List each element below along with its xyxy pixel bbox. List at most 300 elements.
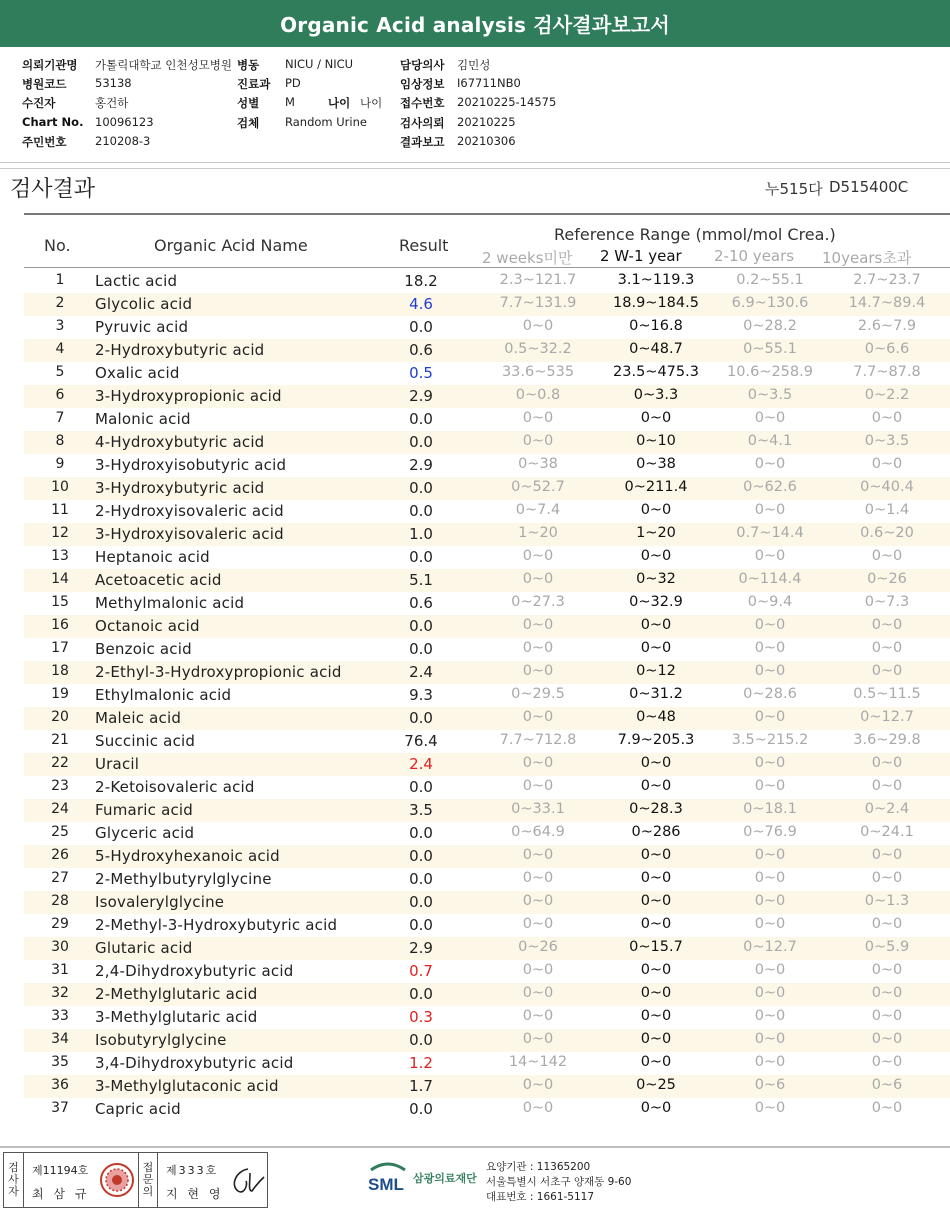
row-acid-name: Isovalerylglycine xyxy=(95,893,225,911)
clinical-info-value: I67711NB0 xyxy=(457,76,521,90)
row-ref-over-10y: 0~3.5 xyxy=(864,433,910,449)
resident-no-label: 주민번호 xyxy=(22,135,67,149)
table-row xyxy=(24,408,950,431)
header-age-1: 2 weeks미만 xyxy=(482,249,573,267)
row-acid-name: 2-Hydroxybutyric acid xyxy=(95,341,265,359)
report-date-value: 20210306 xyxy=(457,134,516,148)
table-row xyxy=(24,270,950,293)
ward-value: NICU / NICU xyxy=(285,57,354,71)
chart-no-value: 10096123 xyxy=(95,115,154,129)
row-ref-2w-1y: 0~15.7 xyxy=(629,939,683,955)
table-row xyxy=(24,730,950,753)
row-ref-2-10y: 0~0 xyxy=(754,755,786,771)
doctor-label: 담당의사 xyxy=(400,58,445,72)
org-details xyxy=(486,1160,631,1205)
row-ref-over-10y: 0~0 xyxy=(871,1100,903,1116)
row-acid-name: 2,4-Dihydroxybutyric acid xyxy=(95,962,294,980)
header-no: No. xyxy=(44,236,71,255)
row-acid-name: Glyceric acid xyxy=(95,824,195,842)
row-ref-2-10y: 0~0 xyxy=(754,663,786,679)
row-ref-over-10y: 0~0 xyxy=(871,410,903,426)
row-ref-2w-1y: 0~286 xyxy=(631,824,681,840)
ward-label: 병동 xyxy=(237,58,260,72)
row-number: 34 xyxy=(51,1031,69,1047)
table-row xyxy=(24,592,950,615)
logo-text: SML xyxy=(368,1175,404,1194)
age-value: 나이 xyxy=(360,96,383,110)
row-acid-name: Glycolic acid xyxy=(95,295,193,313)
result-code-1: 누515다 xyxy=(765,180,823,198)
row-ref-over-10y: 0~6 xyxy=(871,1077,903,1093)
row-ref-over-10y: 0~7.3 xyxy=(864,594,910,610)
hospital-code-label: 병원코드 xyxy=(22,77,67,91)
table-row xyxy=(24,684,950,707)
row-acid-name: Glutaric acid xyxy=(95,939,193,957)
row-number: 24 xyxy=(51,801,69,817)
row-ref-2w-1y: 0~28.3 xyxy=(629,801,683,817)
row-number: 19 xyxy=(51,686,69,702)
row-ref-2w-1y: 0~0 xyxy=(640,985,672,1001)
row-number: 31 xyxy=(51,962,69,978)
signature-icon xyxy=(226,1163,268,1199)
row-ref-under-2-weeks: 0~0 xyxy=(522,548,554,564)
row-ref-under-2-weeks: 0~0 xyxy=(522,1008,554,1024)
row-number: 2 xyxy=(55,295,65,311)
table-row xyxy=(24,569,950,592)
row-number: 7 xyxy=(55,410,65,426)
table-row xyxy=(24,477,950,500)
row-ref-2-10y: 0~0 xyxy=(754,870,786,886)
row-ref-under-2-weeks: 0~0 xyxy=(522,571,554,587)
row-ref-over-10y: 0~12.7 xyxy=(860,709,914,725)
row-ref-2w-1y: 0~0 xyxy=(640,893,672,909)
row-ref-2-10y: 0~12.7 xyxy=(743,939,797,955)
row-ref-2w-1y: 0~0 xyxy=(640,1008,672,1024)
row-ref-under-2-weeks: 0~52.7 xyxy=(511,479,565,495)
row-number: 22 xyxy=(51,755,69,771)
info-divider-2 xyxy=(0,168,950,169)
row-ref-over-10y: 14.7~89.4 xyxy=(848,295,926,311)
receipt-no-label: 접수번호 xyxy=(400,96,445,110)
row-acid-name: 5-Hydroxyhexanoic acid xyxy=(95,847,280,865)
row-number: 9 xyxy=(55,456,65,472)
table-row xyxy=(24,891,950,914)
row-ref-2w-1y: 0~48 xyxy=(636,709,676,725)
row-ref-2w-1y: 0~0 xyxy=(640,778,672,794)
row-acid-name: Fumaric acid xyxy=(95,801,193,819)
row-acid-name: Succinic acid xyxy=(95,732,196,750)
row-ref-2w-1y: 0~0 xyxy=(640,755,672,771)
row-ref-2w-1y: 0~16.8 xyxy=(629,318,683,334)
row-number: 27 xyxy=(51,870,69,886)
row-number: 20 xyxy=(51,709,69,725)
row-ref-over-10y: 7.7~87.8 xyxy=(853,364,921,380)
row-ref-2w-1y: 0~31.2 xyxy=(629,686,683,702)
table-row xyxy=(24,1075,950,1098)
inspector-label-text: 검 사 자 xyxy=(8,1161,19,1198)
row-ref-under-2-weeks: 0~29.5 xyxy=(511,686,565,702)
row-ref-2w-1y: 0~0 xyxy=(640,1100,672,1116)
row-result: 0.0 xyxy=(409,824,433,842)
row-ref-2w-1y: 0~38 xyxy=(636,456,676,472)
request-date-label: 검사의뢰 xyxy=(400,116,445,130)
sex-label: 성별 xyxy=(237,96,260,110)
row-ref-2-10y: 0~76.9 xyxy=(743,824,797,840)
row-ref-2w-1y: 0~211.4 xyxy=(624,479,688,495)
row-number: 21 xyxy=(51,732,69,748)
row-ref-over-10y: 0~0 xyxy=(871,870,903,886)
header-reference: Reference Range (mmol/mol Crea.) xyxy=(554,225,836,244)
row-acid-name: Methylmalonic acid xyxy=(95,594,245,612)
table-row xyxy=(24,776,950,799)
row-number: 17 xyxy=(51,640,69,656)
row-ref-under-2-weeks: 0~0 xyxy=(522,410,554,426)
row-ref-under-2-weeks: 0~27.3 xyxy=(511,594,565,610)
row-ref-2-10y: 0~114.4 xyxy=(738,571,802,587)
row-acid-name: Benzoic acid xyxy=(95,640,192,658)
row-ref-2w-1y: 23.5~475.3 xyxy=(613,364,699,380)
row-ref-over-10y: 0~0 xyxy=(871,456,903,472)
row-ref-2-10y: 0~0 xyxy=(754,456,786,472)
row-ref-over-10y: 0~0 xyxy=(871,548,903,564)
row-result: 0.0 xyxy=(409,847,433,865)
specimen-value: Random Urine xyxy=(285,115,367,129)
row-number: 12 xyxy=(51,525,69,541)
row-result: 5.1 xyxy=(409,571,433,589)
row-ref-2-10y: 0~62.6 xyxy=(743,479,797,495)
row-ref-2w-1y: 1~20 xyxy=(636,525,676,541)
row-ref-over-10y: 0~0 xyxy=(871,755,903,771)
row-ref-2-10y: 0~0 xyxy=(754,847,786,863)
table-row xyxy=(24,638,950,661)
row-ref-2-10y: 0~0 xyxy=(754,985,786,1001)
row-number: 4 xyxy=(55,341,65,357)
row-ref-2-10y: 0~0 xyxy=(754,502,786,518)
row-ref-under-2-weeks: 0~0 xyxy=(522,893,554,909)
results-table xyxy=(24,270,950,1121)
row-result: 2.9 xyxy=(409,939,433,957)
header-age-4: 10years초과 xyxy=(822,249,912,267)
row-acid-name: Isobutyrylglycine xyxy=(95,1031,227,1049)
collector-value: 홍건하 xyxy=(95,96,129,110)
request-date-value: 20210225 xyxy=(457,115,516,129)
table-row xyxy=(24,661,950,684)
org-code: 요양기관 : 11365200 xyxy=(486,1161,591,1173)
row-ref-under-2-weeks: 1~20 xyxy=(518,525,558,541)
row-acid-name: 2-Methylbutyrylglycine xyxy=(95,870,272,888)
row-ref-over-10y: 0~0 xyxy=(871,663,903,679)
header-age-2: 2 W-1 year xyxy=(600,247,682,265)
row-ref-2w-1y: 0~32 xyxy=(636,571,676,587)
row-ref-over-10y: 0~0 xyxy=(871,1008,903,1024)
row-number: 25 xyxy=(51,824,69,840)
row-ref-2w-1y: 0~3.3 xyxy=(633,387,679,403)
row-ref-under-2-weeks: 0~0 xyxy=(522,778,554,794)
row-result: 0.5 xyxy=(409,364,433,382)
clinical-info-label: 임상정보 xyxy=(400,77,445,91)
row-ref-under-2-weeks: 0~0 xyxy=(522,962,554,978)
header-name: Organic Acid Name xyxy=(154,236,308,255)
row-ref-under-2-weeks: 0~33.1 xyxy=(511,801,565,817)
row-number: 32 xyxy=(51,985,69,1001)
row-ref-2-10y: 0~6 xyxy=(754,1077,786,1093)
seal-stamp-icon xyxy=(98,1160,136,1200)
header-result: Result xyxy=(399,236,449,255)
row-result: 0.0 xyxy=(409,1100,433,1118)
row-result: 4.6 xyxy=(409,295,433,313)
row-ref-over-10y: 3.6~29.8 xyxy=(853,732,921,748)
row-result: 0.0 xyxy=(409,433,433,451)
row-acid-name: 2-Ethyl-3-Hydroxypropionic acid xyxy=(95,663,342,681)
row-number: 8 xyxy=(55,433,65,449)
row-result: 0.6 xyxy=(409,594,433,612)
report-title: Organic Acid analysis 검사결과보고서 xyxy=(0,0,950,47)
row-ref-2-10y: 0~0 xyxy=(754,1100,786,1116)
table-row xyxy=(24,293,950,316)
row-acid-name: 3-Methylglutaconic acid xyxy=(95,1077,279,1095)
row-ref-2w-1y: 0~32.9 xyxy=(629,594,683,610)
row-number: 5 xyxy=(55,364,65,380)
institution-value: 가톨릭대학교 인천성모병원 xyxy=(95,58,232,72)
result-code-2: D515400C xyxy=(829,178,909,196)
row-result: 1.0 xyxy=(409,525,433,543)
row-ref-over-10y: 0.6~20 xyxy=(860,525,914,541)
row-ref-under-2-weeks: 0~0 xyxy=(522,985,554,1001)
row-ref-2w-1y: 0~0 xyxy=(640,548,672,564)
row-result: 2.4 xyxy=(409,663,433,681)
row-number: 3 xyxy=(55,318,65,334)
row-ref-2w-1y: 0~0 xyxy=(640,410,672,426)
hospital-code-value: 53138 xyxy=(95,76,132,90)
row-ref-under-2-weeks: 0~0 xyxy=(522,433,554,449)
org-address: 서울특별시 서초구 양재동 9-60 xyxy=(486,1176,632,1188)
row-ref-over-10y: 0~40.4 xyxy=(860,479,914,495)
row-acid-name: Acetoacetic acid xyxy=(95,571,222,589)
resident-no-value: 210208-3 xyxy=(95,134,151,148)
row-number: 1 xyxy=(55,272,65,288)
row-ref-2-10y: 0.7~14.4 xyxy=(736,525,804,541)
row-result: 0.0 xyxy=(409,548,433,566)
row-result: 2.9 xyxy=(409,456,433,474)
row-ref-2w-1y: 0~0 xyxy=(640,916,672,932)
row-ref-2-10y: 3.5~215.2 xyxy=(731,732,809,748)
row-result: 0.0 xyxy=(409,709,433,727)
row-number: 29 xyxy=(51,916,69,932)
row-ref-over-10y: 0~6.6 xyxy=(864,341,910,357)
table-row xyxy=(24,845,950,868)
row-ref-2-10y: 0.2~55.1 xyxy=(736,272,804,288)
approver-name: 지 현 영 xyxy=(166,1187,224,1201)
row-ref-2-10y: 0~4.1 xyxy=(747,433,793,449)
row-acid-name: Pyruvic acid xyxy=(95,318,189,336)
report-date-label: 결과보고 xyxy=(400,135,445,149)
row-ref-under-2-weeks: 0~0 xyxy=(522,709,554,725)
row-ref-under-2-weeks: 7.7~712.8 xyxy=(499,732,577,748)
table-row xyxy=(24,615,950,638)
table-row xyxy=(24,983,950,1006)
row-ref-2w-1y: 0~0 xyxy=(640,962,672,978)
row-ref-under-2-weeks: 0~0 xyxy=(522,663,554,679)
row-acid-name: Oxalic acid xyxy=(95,364,180,382)
row-ref-over-10y: 0~5.9 xyxy=(864,939,910,955)
row-result: 2.9 xyxy=(409,387,433,405)
row-ref-2-10y: 0~18.1 xyxy=(743,801,797,817)
row-ref-2-10y: 0~3.5 xyxy=(747,387,793,403)
row-ref-under-2-weeks: 0~0 xyxy=(522,1077,554,1093)
row-ref-under-2-weeks: 0~0 xyxy=(522,318,554,334)
row-ref-2w-1y: 0~0 xyxy=(640,1031,672,1047)
row-ref-under-2-weeks: 14~142 xyxy=(508,1054,568,1070)
table-row xyxy=(24,546,950,569)
row-ref-2-10y: 0~0 xyxy=(754,778,786,794)
inspector-name: 최 삼 규 xyxy=(32,1187,90,1201)
row-ref-2w-1y: 0~0 xyxy=(640,847,672,863)
row-ref-under-2-weeks: 0~0 xyxy=(522,916,554,932)
receipt-no-value: 20210225-14575 xyxy=(457,95,557,109)
row-ref-over-10y: 0~0 xyxy=(871,916,903,932)
row-number: 30 xyxy=(51,939,69,955)
row-number: 26 xyxy=(51,847,69,863)
row-number: 13 xyxy=(51,548,69,564)
row-ref-under-2-weeks: 7.7~131.9 xyxy=(499,295,577,311)
row-number: 16 xyxy=(51,617,69,633)
collector-label: 수진자 xyxy=(22,96,56,110)
row-number: 35 xyxy=(51,1054,69,1070)
row-ref-over-10y: 0~0 xyxy=(871,1031,903,1047)
table-row xyxy=(24,914,950,937)
row-ref-2w-1y: 0~0 xyxy=(640,1054,672,1070)
row-acid-name: Heptanoic acid xyxy=(95,548,210,566)
table-row xyxy=(24,362,950,385)
row-ref-under-2-weeks: 0~7.4 xyxy=(515,502,561,518)
row-acid-name: 2-Methyl-3-Hydroxybutyric acid xyxy=(95,916,338,934)
row-acid-name: 3-Hydroxybutyric acid xyxy=(95,479,265,497)
row-ref-2w-1y: 0~0 xyxy=(640,870,672,886)
row-ref-2w-1y: 0~0 xyxy=(640,502,672,518)
row-result: 0.0 xyxy=(409,778,433,796)
row-ref-over-10y: 0~1.3 xyxy=(864,893,910,909)
row-ref-2-10y: 0~0 xyxy=(754,1008,786,1024)
table-row xyxy=(24,960,950,983)
approver-label xyxy=(138,1153,158,1207)
row-acid-name: Lactic acid xyxy=(95,272,178,290)
institution-label: 의뢰기관명 xyxy=(22,58,78,72)
row-number: 37 xyxy=(51,1100,69,1116)
approver-license: 제333호 xyxy=(166,1164,219,1177)
row-ref-2-10y: 10.6~258.9 xyxy=(727,364,813,380)
row-ref-over-10y: 2.7~23.7 xyxy=(853,272,921,288)
row-result: 3.5 xyxy=(409,801,433,819)
table-top-rule xyxy=(24,213,950,215)
row-result: 76.4 xyxy=(404,732,438,750)
row-acid-name: 2-Ketoisovaleric acid xyxy=(95,778,255,796)
org-phone: 대표번호 : 1661-5117 xyxy=(486,1191,595,1203)
row-result: 0.6 xyxy=(409,341,433,359)
row-ref-over-10y: 0~0 xyxy=(871,778,903,794)
row-ref-over-10y: 0~2.4 xyxy=(864,801,910,817)
row-ref-under-2-weeks: 0~0 xyxy=(522,617,554,633)
chart-no-label: Chart No. xyxy=(22,115,84,129)
row-result: 0.0 xyxy=(409,502,433,520)
row-ref-under-2-weeks: 0~0.8 xyxy=(515,387,561,403)
row-ref-under-2-weeks: 0~26 xyxy=(518,939,558,955)
row-ref-2w-1y: 0~0 xyxy=(640,640,672,656)
department-label: 진료과 xyxy=(237,77,271,91)
row-acid-name: Malonic acid xyxy=(95,410,191,428)
row-number: 23 xyxy=(51,778,69,794)
row-ref-2w-1y: 7.9~205.3 xyxy=(617,732,695,748)
row-ref-2-10y: 0~0 xyxy=(754,410,786,426)
row-result: 0.0 xyxy=(409,640,433,658)
row-ref-2-10y: 0~0 xyxy=(754,640,786,656)
row-number: 36 xyxy=(51,1077,69,1093)
table-row xyxy=(24,822,950,845)
table-row xyxy=(24,937,950,960)
row-acid-name: Capric acid xyxy=(95,1100,181,1118)
row-ref-2-10y: 0~0 xyxy=(754,962,786,978)
row-result: 1.2 xyxy=(409,1054,433,1072)
row-ref-2-10y: 0~55.1 xyxy=(743,341,797,357)
row-ref-over-10y: 0~0 xyxy=(871,640,903,656)
table-row xyxy=(24,799,950,822)
row-ref-2-10y: 0~0 xyxy=(754,617,786,633)
row-ref-over-10y: 0~0 xyxy=(871,847,903,863)
row-ref-2w-1y: 0~0 xyxy=(640,617,672,633)
row-number: 11 xyxy=(51,502,69,518)
row-ref-2w-1y: 18.9~184.5 xyxy=(613,295,699,311)
row-acid-name: 3-Hydroxyisobutyric acid xyxy=(95,456,287,474)
row-ref-over-10y: 0~26 xyxy=(867,571,907,587)
row-ref-2w-1y: 0~25 xyxy=(636,1077,676,1093)
table-row xyxy=(24,868,950,891)
row-result: 1.7 xyxy=(409,1077,433,1095)
row-result: 0.0 xyxy=(409,410,433,428)
info-divider xyxy=(0,162,950,163)
row-result: 0.0 xyxy=(409,985,433,1003)
row-ref-under-2-weeks: 0~64.9 xyxy=(511,824,565,840)
table-row xyxy=(24,1098,950,1121)
row-ref-2w-1y: 0~10 xyxy=(636,433,676,449)
row-ref-over-10y: 0~2.2 xyxy=(864,387,910,403)
table-row xyxy=(24,1029,950,1052)
row-acid-name: 2-Hydroxyisovaleric acid xyxy=(95,502,284,520)
row-ref-2-10y: 0~0 xyxy=(754,1031,786,1047)
row-result: 0.0 xyxy=(409,893,433,911)
row-ref-over-10y: 0~24.1 xyxy=(860,824,914,840)
row-acid-name: 4-Hydroxybutyric acid xyxy=(95,433,265,451)
table-row xyxy=(24,753,950,776)
row-ref-over-10y: 2.6~7.9 xyxy=(857,318,917,334)
specimen-label: 검체 xyxy=(237,116,260,130)
table-row xyxy=(24,500,950,523)
row-acid-name: 3-Methylglutaric acid xyxy=(95,1008,258,1026)
table-row xyxy=(24,523,950,546)
row-ref-under-2-weeks: 0.5~32.2 xyxy=(504,341,572,357)
row-number: 28 xyxy=(51,893,69,909)
row-ref-over-10y: 0~0 xyxy=(871,617,903,633)
row-result: 2.4 xyxy=(409,755,433,773)
row-ref-2-10y: 0~0 xyxy=(754,709,786,725)
inspector-license: 제11194호 xyxy=(32,1164,89,1177)
row-ref-2-10y: 0~9.4 xyxy=(747,594,793,610)
row-result: 0.0 xyxy=(409,916,433,934)
row-result: 9.3 xyxy=(409,686,433,704)
row-number: 18 xyxy=(51,663,69,679)
row-ref-2-10y: 6.9~130.6 xyxy=(731,295,809,311)
row-result: 0.0 xyxy=(409,617,433,635)
row-ref-over-10y: 0~0 xyxy=(871,962,903,978)
signature-box xyxy=(3,1152,268,1208)
